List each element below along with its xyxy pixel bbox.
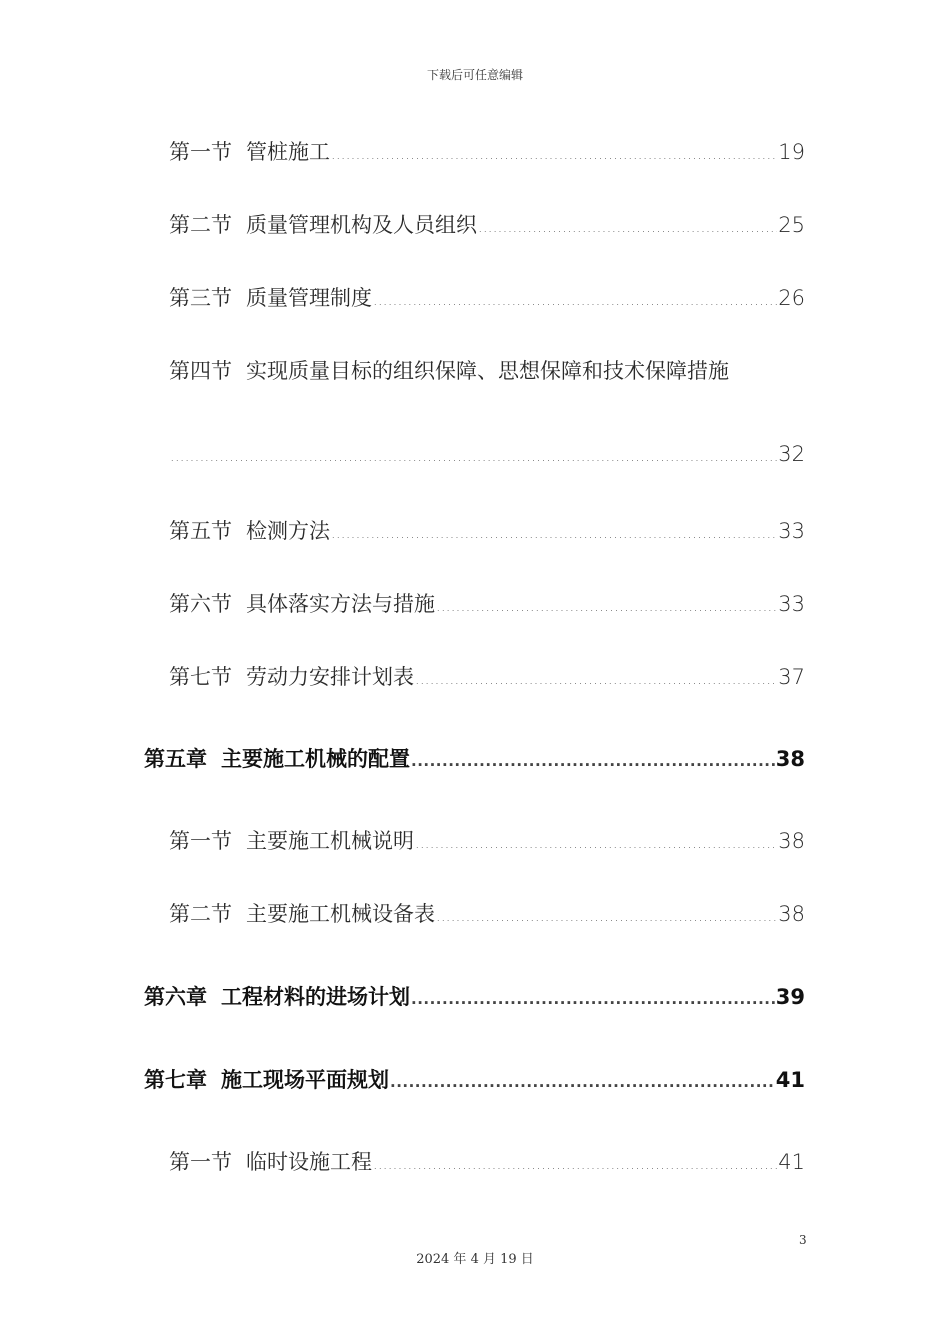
toc-entry-title: 质量管理机构及人员组织: [246, 213, 477, 237]
toc-entry-page: 33: [778, 592, 805, 616]
toc-entry-page: 33: [778, 519, 805, 543]
page-number: 3: [799, 1233, 807, 1247]
dot-leader: [436, 902, 777, 926]
toc-entry[interactable]: [169, 282, 805, 312]
toc-entry-title: 质量管理制度: [246, 286, 372, 310]
dot-leader: [373, 286, 777, 310]
toc-entry-number: 第一节: [169, 1150, 232, 1174]
dot-leader: [478, 213, 777, 237]
toc-entry-number: 第二节: [169, 902, 232, 926]
toc-entry-page: 25: [778, 213, 805, 237]
toc-entry-page: 37: [778, 665, 805, 689]
toc-entry[interactable]: [169, 1146, 805, 1176]
toc-entry-title: 施工现场平面规划: [221, 1068, 389, 1092]
toc-entry-page: 38: [775, 747, 805, 771]
toc-entry-title: 主要施工机械设备表: [246, 902, 435, 926]
toc-entry-page: 32: [778, 442, 805, 466]
toc-entry-title: 工程材料的进场计划: [221, 985, 410, 1009]
toc-entry-number: 第六章: [144, 985, 207, 1009]
toc-entry[interactable]: [169, 209, 805, 239]
toc-entry-title: 临时设施工程: [246, 1150, 372, 1174]
toc-entry-number: 第五章: [144, 747, 207, 771]
toc-entry-page: 41: [778, 1150, 805, 1174]
toc-entry-number: 第二节: [169, 213, 232, 237]
dot-leader: [436, 592, 777, 616]
toc-entry[interactable]: [169, 355, 729, 385]
toc-entry-number: 第五节: [169, 519, 232, 543]
dot-leader: [411, 985, 775, 1009]
toc-entry-title: 主要施工机械说明: [246, 829, 414, 853]
toc-chapter[interactable]: [144, 981, 805, 1011]
page-header: 下载后可任意编辑: [426, 68, 523, 82]
toc-entry-title: 主要施工机械的配置: [221, 747, 410, 771]
toc-entry-page: 38: [778, 902, 805, 926]
toc-chapter[interactable]: [144, 1064, 805, 1094]
dot-leader: [373, 1150, 777, 1174]
dot-leader: [415, 665, 777, 689]
toc-entry[interactable]: [169, 588, 805, 618]
toc-entry[interactable]: [169, 898, 805, 928]
toc-entry-number: 第三节: [169, 286, 232, 310]
toc-entry-title: 管桩施工: [246, 140, 330, 164]
toc-entry[interactable]: [169, 136, 805, 166]
toc-entry[interactable]: [169, 515, 805, 545]
dot-leader: [331, 519, 777, 543]
toc-entry-page: 41: [775, 1068, 805, 1092]
toc-entry-number: 第七章: [144, 1068, 207, 1092]
toc-entry-number: 第七节: [169, 665, 232, 689]
toc-entry-number: 第一节: [169, 140, 232, 164]
dot-leader: [170, 442, 777, 466]
toc-entry-page: 39: [775, 985, 805, 1009]
dot-leader: [390, 1068, 775, 1092]
dot-leader: [331, 140, 777, 164]
dot-leader: [411, 747, 775, 771]
toc-chapter[interactable]: [144, 743, 805, 773]
toc-entry[interactable]: [169, 825, 805, 855]
toc-entry-page: 26: [778, 286, 805, 310]
toc-entry-title: 检测方法: [246, 519, 330, 543]
toc-entry-title: 具体落实方法与措施: [246, 592, 435, 616]
footer-date: 2024 年 4 月 19 日: [416, 1252, 534, 1267]
toc-entry-page: 38: [778, 829, 805, 853]
toc-entry[interactable]: [169, 661, 805, 691]
toc-entry-number: 第四节: [169, 359, 232, 383]
dot-leader: [415, 829, 777, 853]
toc-entry-number: 第一节: [169, 829, 232, 853]
toc-entry-page: 19: [778, 140, 805, 164]
toc-entry-title: 劳动力安排计划表: [246, 665, 414, 689]
toc-entry-title: 实现质量目标的组织保障、思想保障和技术保障措施: [246, 359, 729, 383]
toc-entry-continuation[interactable]: [169, 442, 805, 466]
toc-entry-number: 第六节: [169, 592, 232, 616]
